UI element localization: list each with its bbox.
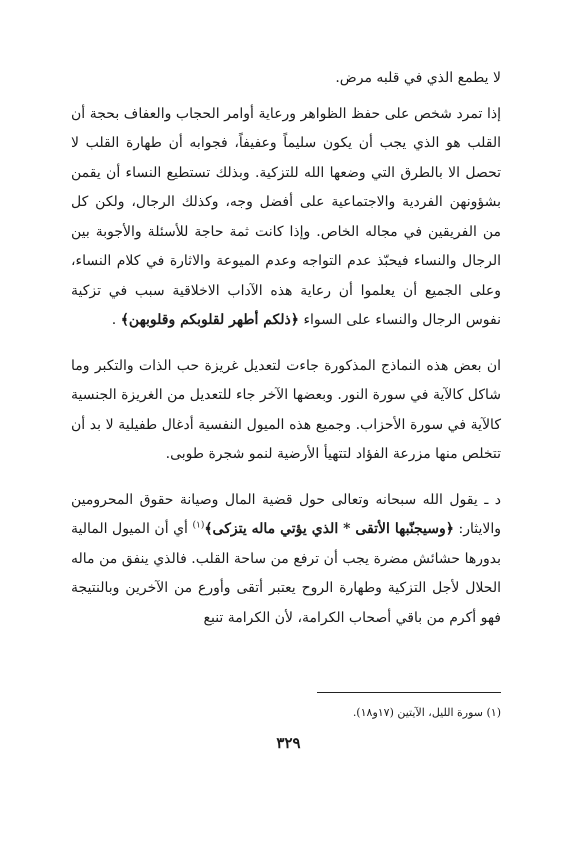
- paragraph-3-text-after: أي أن الميول المالية بدورها حشائش مضرة يجب أن ترفع من ساحة القلب. فالذي ينفق من ماله الحلال لأجل التزكية وطهارة الروح يعتبر أتقى وأورع من الآخرين وبالنتيجة فهو أكرم من باقي أصحاب الكرامة، لأن الكرامة تنبع: [71, 521, 501, 626]
- paragraph-3-text-before: د ـ يقول الله سبحانه وتعالى حول قضية المال وصيانة حقوق المحرومين والايثار:: [71, 491, 501, 537]
- paragraph-1-text: إذا تمرد شخص على حفظ الظواهر ورعاية أوامر الحجاب والعفاف بحجة أن القلب هو الذي يجب أن يكون سليماً وعفيفاً، فجوابه أن طهارة القلب لا تحصل الا بالطرق التي وضعها الله للتزكية. وبذلك تستطيع النساء أن يقمن بشؤونهن الفردية والاجتماعية على أفضل وجه، وكذلك الرجال، ولكن كل من الفريقين في مجاله الخاص. وإذا كانت ثمة حاجة للأسئلة والأجوبة بين الرجال والنساء فيحبّذ عدم التواجه وعدم الميوعة والاثارة في كلام النساء، وعلى الجميع أن يعلموا أن رعاية هذه الآداب الاخلاقية سبب في تزكية نفوس الرجال والنساء على السواء: [71, 105, 501, 328]
- intro-line: لا يطمع الذي في قلبه مرض.: [335, 70, 501, 86]
- quran-quote-2: ﴿وسيجنّبها الأتقى * الذي يؤتي ماله يتزكى﴾: [204, 521, 454, 537]
- quran-quote-1: ﴿ذلكم أطهر لقلوبكم وقلوبهن﴾: [120, 312, 299, 328]
- footnote: (١) سورة الليل، الآيتين (١٧و١٨).: [352, 706, 501, 719]
- paragraph-1-end: .: [111, 312, 121, 328]
- footnote-marker: (١): [192, 520, 205, 531]
- footnote-divider: [317, 692, 501, 693]
- paragraph-1: [71, 100, 501, 336]
- paragraph-3: [71, 486, 501, 634]
- paragraph-2: ان بعض هذه النماذج المذكورة جاءت لتعديل غريزة حب الذات والتكبر وما شاكل كالآية في سورة النور. وبعضها الآخر جاء للتعديل من الغريزة الجنسية كالآية في سورة الأحزاب. وجميع هذه الميول النفسية أدغال طفيلية لا بد أن تتخلص منها مزرعة الفؤاد لتتهيأ الأرضية لنمو شجرة طوبى.: [71, 357, 501, 462]
- page-number: ٣٢٩: [276, 734, 301, 752]
- main-text: [71, 64, 501, 633]
